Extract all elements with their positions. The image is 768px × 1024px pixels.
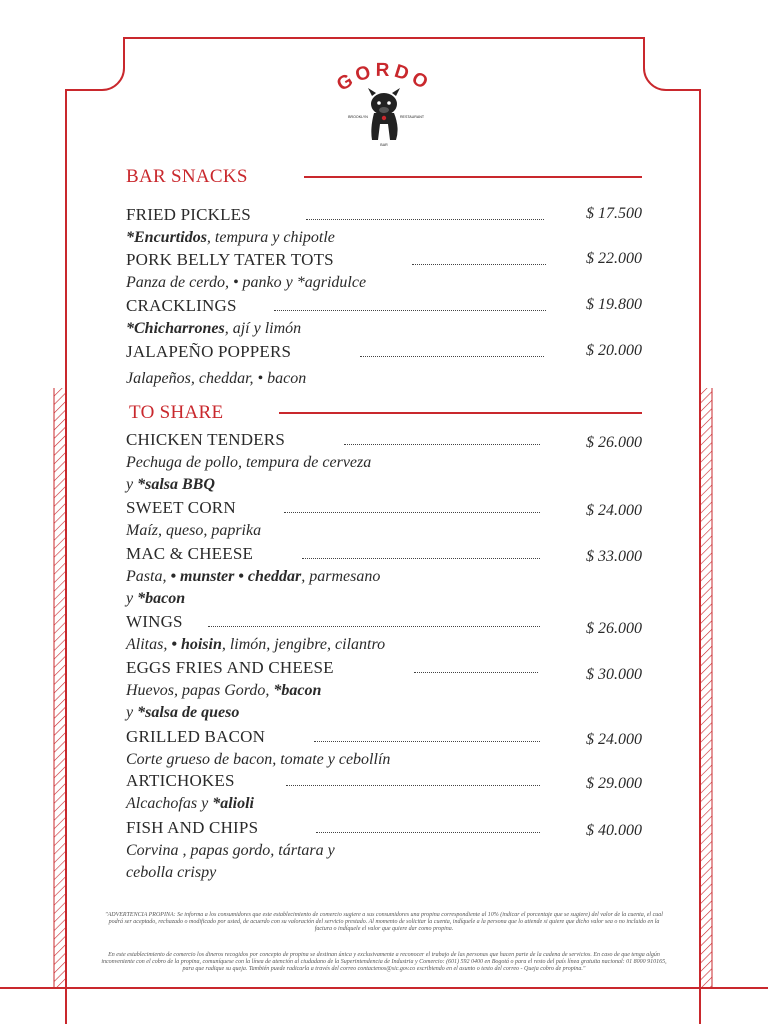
tip-advertencia: "ADVERTENCIA PROPINA: Se informa a los consumidores que este establecimiento de comercio sugiere a sus consumidores una propina correspondiente al 10% (indicar el porcentaje que se sugiere) del valor de la cuenta, el cual podrá ser aceptado, rechazado o modificado por usted, de acuerdo con su valoración del servicio prestado. Al momento de solicitar la cuenta, indíquele a la persona que lo atiende si quiere que dicho valor sea o no incluido en la factura o indíquele el valor que quiere dar como propina. xyxy=(105,912,663,932)
menu-item xyxy=(126,498,642,542)
tip-info: En este establecimiento de comercio los dineros recogidos por concepto de propina se destinan única y exclusivamente a reconocer el trabajo de las personas que hacen parte de la cadena de servicios. En caso de que tenga algún inconveniente con el cobro de la propina, comuníquese con la línea de atención al ciudadano de la Superintendencia de Industria y Comercio: (601) 592 0400 en Bogotá o para el resto del país línea gratuita nacional: 01 8000 910165, para que radique su queja. También puede radicarla a través del correo contactenos@sic.gov.co escribiendo en el asunto o texto del correo - Queja cobro de propina." xyxy=(101,952,667,972)
item-price: $ 26.000 xyxy=(586,620,642,637)
item-desc-line: Pechuga de pollo, tempura de cerveza xyxy=(126,454,372,471)
section-title-to-share: TO SHARE xyxy=(129,402,224,423)
item-name: WINGS xyxy=(126,612,183,631)
item-name: EGGS FRIES AND CHEESE xyxy=(126,658,334,677)
leader-dots xyxy=(412,262,546,265)
leader-dots xyxy=(360,354,544,357)
item-desc-line: y *salsa de queso xyxy=(126,704,240,721)
item-desc xyxy=(126,272,642,294)
item-desc-line: y *salsa BBQ xyxy=(126,476,215,493)
item-name: JALAPEÑO POPPERS xyxy=(126,342,292,361)
leader-dots xyxy=(274,308,546,311)
item-desc-line: Panza de cerdo, • panko y *agridulce xyxy=(126,274,367,291)
menu-item xyxy=(126,205,642,249)
item-desc xyxy=(126,680,642,724)
section-rule-to-share xyxy=(279,412,642,414)
item-name: FRIED PICKLES xyxy=(126,205,251,224)
item-price: $ 40.000 xyxy=(586,822,642,839)
menu-item xyxy=(126,544,642,610)
item-name: CRACKLINGS xyxy=(126,296,237,315)
item-name: SWEET CORN xyxy=(126,498,236,517)
item-price: $ 22.000 xyxy=(586,250,642,267)
leader-dots xyxy=(414,670,538,673)
item-desc-line: Maíz, queso, paprika xyxy=(126,522,262,539)
leader-dots xyxy=(284,510,540,513)
leader-dots xyxy=(316,830,540,833)
item-desc-line: *Encurtidos, tempura y chipotle xyxy=(126,229,335,246)
item-desc xyxy=(126,520,642,542)
logo-bottom-text: BAR xyxy=(380,143,388,147)
leader-dots xyxy=(306,217,544,220)
menu-item xyxy=(126,727,642,771)
right-hatch-strip xyxy=(700,388,712,988)
leader-dots xyxy=(314,739,540,742)
leader-dots xyxy=(208,624,540,627)
menu-item xyxy=(126,612,642,656)
menu-item xyxy=(126,296,642,340)
item-desc-line: Jalapeños, cheddar, • bacon xyxy=(126,370,307,387)
item-desc-line: Alitas, • hoisin, limón, jengibre, cilantro xyxy=(126,636,386,653)
menu-item xyxy=(126,250,642,294)
item-desc xyxy=(126,227,642,249)
item-price: $ 20.000 xyxy=(586,342,642,359)
item-desc xyxy=(126,368,642,390)
menu-item xyxy=(126,342,642,390)
item-desc xyxy=(126,566,642,610)
item-desc-line: Corvina , papas gordo, tártara y xyxy=(126,842,335,859)
leader-dots xyxy=(302,556,540,559)
item-price: $ 26.000 xyxy=(586,434,642,451)
item-desc-line: y *bacon xyxy=(126,590,186,607)
item-name: CHICKEN TENDERS xyxy=(126,430,285,449)
leader-dots xyxy=(286,783,540,786)
item-desc xyxy=(126,452,642,496)
item-desc xyxy=(126,840,642,884)
gordo-logo xyxy=(314,58,454,148)
section-title-bar-snacks: BAR SNACKS xyxy=(126,166,248,187)
menu-item xyxy=(126,818,642,884)
item-desc xyxy=(126,793,642,815)
logo-left-text: BROOKLYN xyxy=(348,115,368,119)
item-desc-line: Alcachofas y *alioli xyxy=(126,795,254,812)
leader-dots xyxy=(344,442,540,445)
logo-wordmark: GORDO xyxy=(333,59,435,96)
menu-item xyxy=(126,658,642,724)
item-price: $ 24.000 xyxy=(586,502,642,519)
bulldog-icon xyxy=(368,88,400,140)
menu-item xyxy=(126,430,642,496)
item-price: $ 17.500 xyxy=(586,205,642,222)
item-name: GRILLED BACON xyxy=(126,727,266,746)
item-price: $ 30.000 xyxy=(586,666,642,683)
left-hatch-strip xyxy=(54,388,66,988)
item-desc xyxy=(126,749,642,771)
item-name: PORK BELLY TATER TOTS xyxy=(126,250,334,269)
item-price: $ 33.000 xyxy=(586,548,642,565)
menu-item xyxy=(126,771,642,815)
item-name: ARTICHOKES xyxy=(126,771,235,790)
logo-right-text: RESTAURANT xyxy=(399,115,425,119)
item-price: $ 19.800 xyxy=(586,296,642,313)
item-desc-line: Pasta, • munster • cheddar, parmesano xyxy=(126,568,381,585)
item-name: MAC & CHEESE xyxy=(126,544,254,563)
section-rule-bar-snacks xyxy=(304,176,642,178)
item-desc-line: Huevos, papas Gordo, *bacon xyxy=(126,682,322,699)
item-name: FISH AND CHIPS xyxy=(126,818,259,837)
item-price: $ 29.000 xyxy=(586,775,642,792)
item-desc-line: Corte grueso de bacon, tomate y cebollín xyxy=(126,751,391,768)
item-desc-line: *Chicharrones, ají y limón xyxy=(126,320,302,337)
item-desc xyxy=(126,318,642,340)
item-price: $ 24.000 xyxy=(586,731,642,748)
item-desc-line: cebolla crispy xyxy=(126,864,217,881)
item-desc xyxy=(126,634,642,656)
